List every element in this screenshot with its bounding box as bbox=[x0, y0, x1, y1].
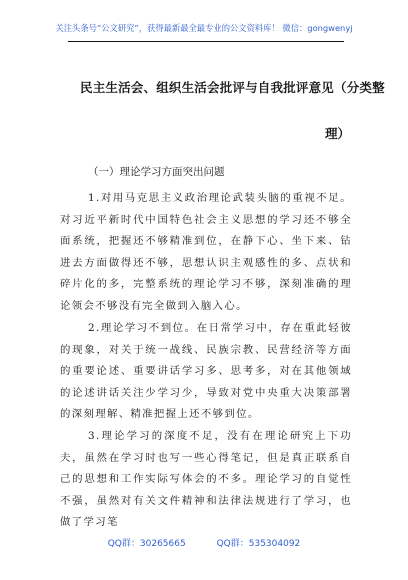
document-title: 民主生活会、组织生活会批评与自我批评意见（分类整 bbox=[80, 80, 385, 95]
header-notice: 关注头条号“公文研究”，获得最新最全最专业的公文资料库！ 微信：gongwenyj bbox=[55, 23, 353, 33]
footer bbox=[0, 536, 408, 549]
document-title-continued: 理） bbox=[325, 126, 351, 141]
paragraph-1: 1.对用马克思主义政治理论武装头脑的重视不足。对习近平新时代中国特色社会主义思想的学习还不够全面系统，把握还不够精准到位，在静下心、坐下来、钻进去方面做得还不够，思想认识主观感性的多、点状和碎片化的多，完整系统的理论学习不够，深刻准确的理论领会不够没有完全做到入脑入心。 bbox=[60, 192, 352, 312]
footer-qq-group-2: QQ群：535304092 bbox=[216, 539, 301, 549]
paragraph-2: 2.理论学习不到位。在日常学习中，存在重此轻彼的现象，对关于统一战线、民族宗教、民营经济等方面的重要论述、重要讲话学习多、思考多，对在其他领域的论述讲话关注少学习少，导致对党中央重大决策部署的深刻理解、精准把握上还不够到位。 bbox=[60, 322, 352, 421]
paragraph-3: 3.理论学习的深度不足，没有在理论研究上下功夫，虽然在学习时也写一些心得笔记，但是真正联系自己的思想和工作实际写体会的不多。理论学习的自觉性不强，虽然对有关文件精神和法律法规进行了学习，也做了学习笔 bbox=[60, 430, 352, 529]
section-heading: （一）理论学习方面突出问题 bbox=[88, 166, 225, 178]
header-divider bbox=[68, 41, 344, 42]
footer-qq-group-1: QQ群：30265665 bbox=[107, 539, 186, 549]
